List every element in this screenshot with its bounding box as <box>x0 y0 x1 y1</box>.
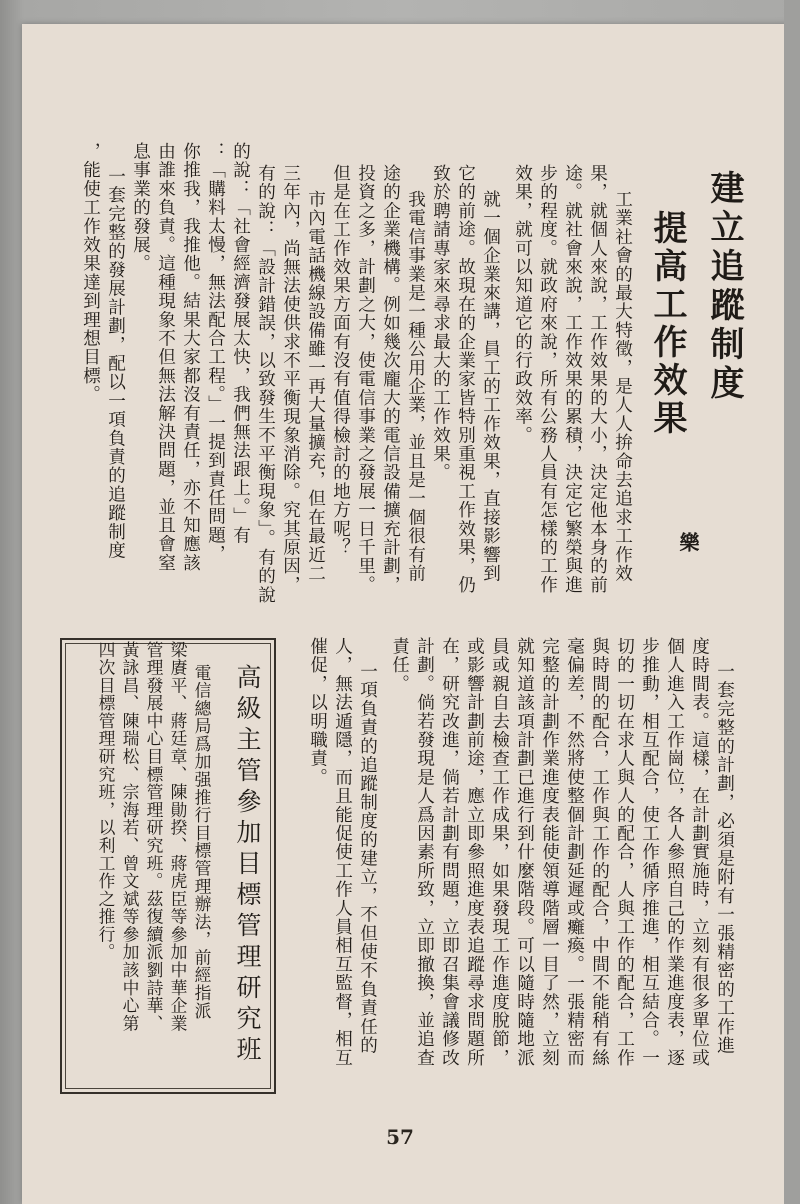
body-line: 在，研究改進，倘若計劃有問題，立即召集會議修改 <box>439 637 460 1068</box>
body-line: 效果，就可以知道它的行政效率。 <box>512 164 533 445</box>
body-line: 途。就社會來說，工作效果的累積，決定它繁榮與進 <box>562 164 583 595</box>
body-line: 或影響計劃前途，應立即參照進度表追蹤尋求問題所 <box>464 637 485 1068</box>
body-line: 你推我，我推他。結果大家都沒有責任，亦不知應該 <box>180 142 201 573</box>
body-line: 步推動，相互配合，使工作循序推進，相互結合。一 <box>639 637 660 1068</box>
body-line: 的說：「社會經濟發展太快，我們無法跟上。」有 <box>230 142 251 545</box>
body-line: 催促，以明職責。 <box>307 637 328 787</box>
body-line: 員或親自去檢查工作成果，如果發現工作進度脫節， <box>489 637 510 1068</box>
body-line: 人，無法遁隱，而且能促使工作人員相互監督，相互 <box>332 637 353 1068</box>
body-line: 息事業的發展。 <box>130 142 151 273</box>
body-line: 就知道該項計劃已進行到什麼階段。可以隨時隨地派 <box>514 637 535 1068</box>
notice-title: 高級主管參加目標管理研究班 <box>233 664 262 1067</box>
body-line: 市內電話機線設備雖一再大量擴充，但在最近二 <box>305 190 326 583</box>
body-line: 果，就個人來說，工作效果的大小，決定他本身的前 <box>587 164 608 595</box>
body-line: 一套完整的計劃，必須是附有一張精密的工作進 <box>714 662 735 1055</box>
body-line: 切的一切在求人與人的配合，人與工作的配合，工作 <box>614 637 635 1068</box>
body-line: 投資之多，計劃之大，使電信事業之發展一日千里。 <box>355 164 376 595</box>
body-line: 與時間的配合，工作與工作的配合，中間不能稍有絲 <box>589 637 610 1068</box>
notice-line: 管理發展中心目標管理研究班。茲復續派劉詩華、 <box>144 641 164 1033</box>
body-line: 它的前途。故現在的企業家皆特別重視工作效果，仍 <box>455 164 476 595</box>
body-line: 責任。 <box>389 637 410 694</box>
body-line: 一項負責的追蹤制度的建立，不但使不負責任的 <box>357 662 378 1055</box>
body-line: 三年內，尚無法使供求不平衡現象消除。究其原因， <box>280 164 301 595</box>
page-number: 57 <box>386 1125 414 1149</box>
body-line: ，能使工作效果達到理想目標。 <box>80 142 101 404</box>
body-line: 途的企業機構。例如幾次龐大的電信設備擴充計劃， <box>380 164 401 595</box>
body-line: ：「購料太慢，無法配合工程。」一提到責任問題， <box>205 142 226 564</box>
body-line: 個人進入工作崗位，各人參照自己的作業進度表，逐 <box>664 637 685 1068</box>
author-name: 樂 <box>676 532 700 552</box>
body-line: 毫偏差，不然將使整個計劃延遲或癱瘓。一張精密而 <box>564 637 585 1068</box>
body-line: 度時間表。這樣，在計劃實施時，立刻有很多單位或 <box>689 637 710 1068</box>
body-line: 有的說：「設計錯誤，以致發生不平衡現象」。有的說 <box>255 164 276 604</box>
article-title: 建立追蹤制度 <box>704 170 744 404</box>
body-line: 致於聘請專家來尋求最大的工作效果。 <box>430 164 451 482</box>
notice-line: 黃詠昌、陳瑞松、宗海若、曾文斌等參加該中心第 <box>120 641 140 1033</box>
body-line: 計劃。倘若發現是人爲因素所致，立即撤換，並追查 <box>414 637 435 1068</box>
body-line: 就一個企業來講，員工的工作效果，直接影響到 <box>480 190 501 583</box>
body-line: 步的程度。就政府來說，所有公務人員有怎樣的工作 <box>537 164 558 595</box>
body-line: 完整的計劃作業進度表能使領導階層一目了然，立刻 <box>539 637 560 1068</box>
page-edge <box>784 0 800 1204</box>
body-line: 由誰來負責。這種現象不但無法解決問題，並且會窒 <box>155 142 176 573</box>
notice-line: 梁賡平、蔣廷章、陳勛揆、蔣虎臣等參加中華企業 <box>168 641 188 1033</box>
article-subtitle: 提高工作效果 <box>647 210 687 438</box>
body-line: 工業社會的最大特徵，是人人拚命去追求工作效 <box>612 190 633 583</box>
notice-line: 電信總局爲加强推行目標管理辦法，前經指派 <box>192 664 212 1020</box>
body-line: 但是在工作效果方面有沒有值得檢討的地方呢？ <box>330 164 351 557</box>
notice-line: 四次目標管理研究班，以利工作之推行。 <box>96 641 116 962</box>
body-line: 我電信事業是一種公用企業，並且是一個很有前 <box>405 190 426 583</box>
body-line: 一套完整的發展計劃，配以一項負責的追蹤制度 <box>105 167 126 560</box>
